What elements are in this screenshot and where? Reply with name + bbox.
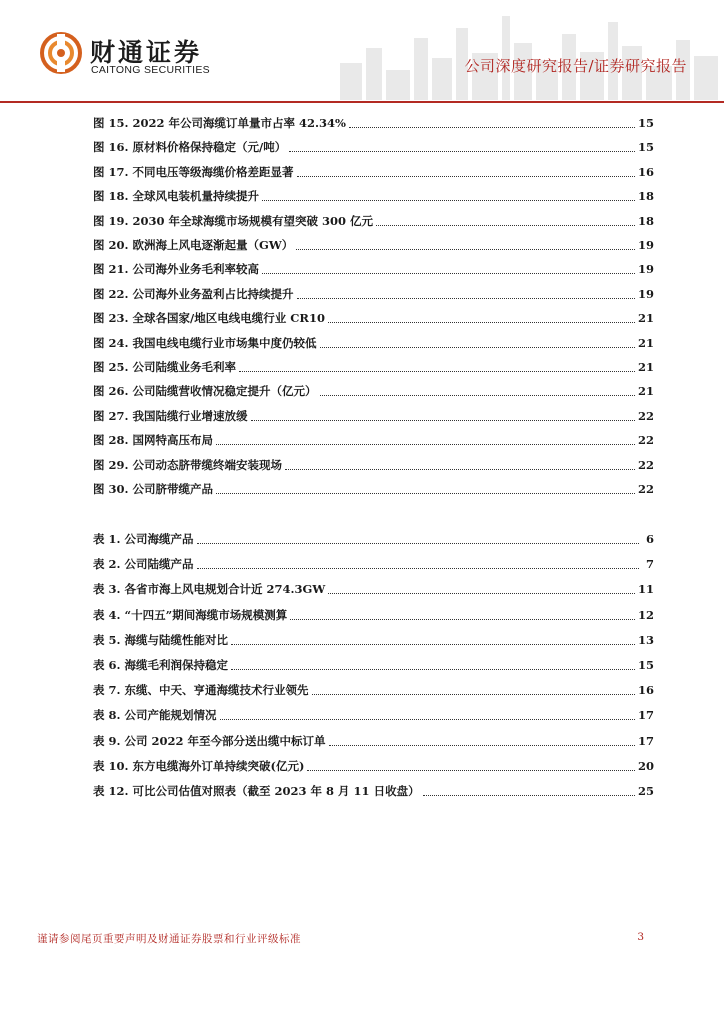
toc-leader-dots — [262, 273, 635, 274]
toc-page-number: 21 — [637, 384, 654, 399]
toc-entry[interactable] — [93, 457, 654, 473]
company-name-cn: 财通证券 — [90, 38, 203, 67]
toc-entry-title: 表 9. 公司 2022 年至今部分送出缆中标订单 — [93, 733, 326, 748]
toc-page-number: 12 — [637, 607, 654, 622]
toc-leader-dots — [423, 795, 635, 796]
caitong-logo-icon — [40, 32, 82, 74]
toc-entry[interactable] — [93, 383, 654, 399]
toc-page-number: 25 — [637, 784, 654, 798]
toc-entry-title: 图 29. 公司动态脐带缆终端安装现场 — [93, 457, 283, 472]
toc-page-number: 20 — [637, 758, 654, 773]
toc-leader-dots — [329, 745, 635, 746]
toc-entry-title: 图 28. 国网特高压布局 — [93, 433, 214, 448]
toc-page-number: 7 — [645, 557, 654, 572]
toc-leader-dots — [231, 644, 635, 645]
toc-entry-title: 图 24. 我国电线电缆行业市场集中度仍较低 — [93, 335, 317, 350]
toc-entry-title: 图 22. 公司海外业务盈利占比持续提升 — [93, 286, 294, 301]
toc-entry[interactable] — [93, 139, 654, 155]
toc-entry-title: 图 26. 公司陆缆营收情况稳定提升（亿元） — [93, 384, 317, 399]
toc-page-number: 21 — [637, 311, 654, 326]
toc-entry-title: 图 25. 公司陆缆业务毛利率 — [93, 360, 237, 374]
toc-entry[interactable] — [93, 310, 654, 326]
toc-page-number: 16 — [637, 164, 654, 179]
toc-entry[interactable] — [93, 237, 654, 253]
toc-leader-dots — [290, 619, 635, 620]
toc-entry[interactable] — [93, 657, 654, 673]
toc-entry-title: 图 30. 公司脐带缆产品 — [93, 482, 214, 496]
toc-leader-dots — [231, 669, 635, 670]
toc-page-number: 22 — [637, 408, 654, 423]
toc-page-number: 18 — [637, 213, 654, 228]
toc-page-number: 15 — [637, 140, 654, 155]
toc-entry-title: 表 7. 东缆、中天、亨通海缆技术行业领先 — [93, 683, 309, 698]
report-type-label: 公司深度研究报告/证券研究报告 — [464, 57, 687, 75]
toc-leader-dots — [307, 770, 635, 771]
toc-entry[interactable] — [93, 707, 654, 723]
toc-entry[interactable] — [93, 733, 654, 749]
toc-entry-title: 表 2. 公司陆缆产品 — [93, 557, 194, 572]
toc-leader-dots — [285, 469, 635, 470]
toc-leader-dots — [220, 719, 635, 720]
toc-entry-title: 图 15. 2022 年公司海缆订单量市占率 42.34% — [93, 116, 346, 130]
toc-entry-title: 表 1. 公司海缆产品 — [93, 532, 194, 546]
toc-page-number: 17 — [637, 733, 654, 748]
toc-leader-dots — [320, 395, 635, 396]
page-number: 3 — [637, 931, 644, 943]
city-skyline-watermark — [330, 8, 724, 100]
toc-leader-dots — [297, 176, 635, 177]
toc-entry[interactable] — [93, 213, 654, 229]
toc-entry-title: 表 4. “十四五”期间海缆市场规模测算 — [93, 607, 288, 622]
toc-page-number: 19 — [637, 262, 654, 277]
toc-entry-title: 图 21. 公司海外业务毛利率较高 — [93, 262, 260, 277]
toc-leader-dots — [239, 371, 635, 372]
toc-leader-dots — [349, 127, 635, 128]
toc-entry[interactable] — [93, 432, 654, 448]
toc-leader-dots — [297, 298, 635, 299]
toc-page-number: 21 — [637, 360, 654, 374]
toc-page-number: 15 — [637, 116, 654, 130]
toc-page-number: 22 — [637, 457, 654, 472]
toc-leader-dots — [197, 543, 639, 544]
toc-page-number: 6 — [645, 532, 654, 546]
toc-page-number: 11 — [637, 582, 654, 597]
toc-entry-title: 图 16. 原材料价格保持稳定（元/吨） — [93, 140, 287, 155]
toc-page-number: 19 — [637, 286, 654, 301]
toc-entry-title: 图 17. 不同电压等级海缆价格差距显著 — [93, 164, 294, 179]
toc-entry[interactable] — [93, 188, 654, 204]
toc-leader-dots — [289, 151, 635, 152]
toc-page-number: 22 — [637, 433, 654, 448]
toc-entry[interactable] — [93, 408, 654, 424]
toc-leader-dots — [296, 249, 635, 250]
toc-page-number: 19 — [637, 238, 654, 252]
toc-leader-dots — [197, 568, 639, 569]
footer-disclaimer: 谨请参阅尾页重要声明及财通证券股票和行业评级标准 — [37, 933, 301, 945]
page-header — [0, 0, 724, 104]
toc-leader-dots — [376, 225, 635, 226]
toc-entry-title: 图 27. 我国陆缆行业增速放缓 — [93, 408, 248, 423]
toc-entry[interactable] — [93, 261, 654, 277]
toc-entry[interactable] — [93, 682, 654, 698]
toc-entry[interactable] — [93, 286, 654, 302]
toc-entry-title: 图 23. 全球各国家/地区电线电缆行业 CR10 — [93, 311, 325, 326]
toc-entry-title: 表 8. 公司产能规划情况 — [93, 708, 217, 723]
toc-entry-title: 图 18. 全球风电装机量持续提升 — [93, 189, 260, 204]
toc-page-number: 15 — [637, 658, 654, 672]
toc-entry[interactable] — [93, 359, 654, 375]
toc-page-number: 21 — [637, 335, 654, 350]
toc-leader-dots — [216, 493, 635, 494]
toc-entry-title: 图 20. 欧洲海上风电逐渐起量（GW） — [93, 238, 294, 252]
toc-entry-title: 表 3. 各省市海上风电规划合计近 274.3GW — [93, 582, 326, 597]
toc-entry[interactable] — [93, 335, 654, 351]
company-name-en: CAITONG SECURITIES — [91, 64, 210, 76]
toc-entry[interactable] — [93, 758, 654, 774]
toc-entry-title: 表 5. 海缆与陆缆性能对比 — [93, 632, 229, 647]
header-divider — [0, 101, 724, 103]
toc-leader-dots — [262, 200, 635, 201]
toc-entry-title: 表 12. 可比公司估值对照表（截至 2023 年 8 月 11 日收盘） — [93, 784, 420, 798]
toc-page-number: 13 — [637, 632, 654, 647]
toc-page-number: 17 — [637, 708, 654, 723]
toc-page-number: 22 — [637, 482, 654, 496]
toc-entry[interactable] — [93, 481, 654, 497]
toc-entry[interactable] — [93, 531, 654, 547]
toc-leader-dots — [320, 347, 635, 348]
toc-leader-dots — [328, 593, 635, 594]
toc-leader-dots — [312, 694, 635, 695]
toc-entry[interactable] — [93, 783, 654, 799]
toc-leader-dots — [328, 322, 635, 323]
toc-entry[interactable] — [93, 632, 654, 648]
toc-page-number: 16 — [637, 683, 654, 698]
toc-entry[interactable] — [93, 607, 654, 623]
toc-entry[interactable] — [93, 164, 654, 180]
toc-entry-title: 表 6. 海缆毛利润保持稳定 — [93, 658, 229, 672]
toc-page-number: 18 — [637, 189, 654, 204]
toc-entry[interactable] — [93, 115, 654, 131]
toc-leader-dots — [251, 420, 635, 421]
toc-entry-title: 表 10. 东方电缆海外订单持续突破(亿元) — [93, 758, 305, 773]
toc-entry-title: 图 19. 2030 年全球海缆市场规模有望突破 300 亿元 — [93, 213, 374, 228]
toc-leader-dots — [216, 444, 635, 445]
toc-entry[interactable] — [93, 581, 654, 597]
toc-entry[interactable] — [93, 556, 654, 572]
